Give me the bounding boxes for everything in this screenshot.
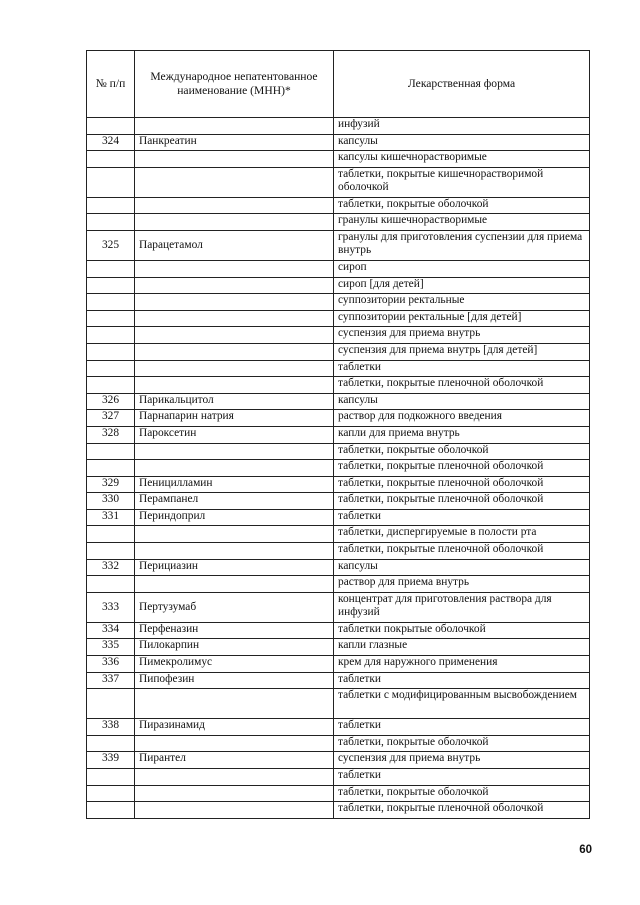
cell-number [87, 785, 135, 802]
cell-inn-name [135, 343, 334, 360]
cell-inn-name [135, 543, 334, 560]
cell-dosage-form: таблетки [334, 672, 590, 689]
cell-dosage-form: таблетки, диспергируемые в полости рта [334, 526, 590, 543]
cell-number: 337 [87, 672, 135, 689]
cell-inn-name [135, 769, 334, 786]
cell-inn-name: Пирантел [135, 752, 334, 769]
cell-inn-name [135, 260, 334, 277]
cell-number [87, 118, 135, 135]
cell-inn-name [135, 360, 334, 377]
table-row [87, 197, 590, 214]
cell-inn-name [135, 785, 334, 802]
cell-number [87, 260, 135, 277]
cell-number: 325 [87, 230, 135, 260]
table-row [87, 735, 590, 752]
table-header-row [87, 51, 590, 118]
table-row [87, 167, 590, 197]
cell-number: 338 [87, 719, 135, 736]
cell-dosage-form: таблетки [334, 509, 590, 526]
table-row [87, 443, 590, 460]
cell-dosage-form: капсулы кишечнорастворимые [334, 151, 590, 168]
cell-dosage-form: капсулы [334, 134, 590, 151]
header-inn-name: Международное непатентованное наименование (МНН)* [135, 51, 334, 118]
cell-inn-name: Пипофезин [135, 672, 334, 689]
cell-dosage-form: гранулы кишечнорастворимые [334, 214, 590, 231]
table-row [87, 543, 590, 560]
table-row [87, 592, 590, 622]
cell-dosage-form: раствор для приема внутрь [334, 576, 590, 593]
cell-dosage-form: таблетки, покрытые оболочкой [334, 785, 590, 802]
cell-number: 324 [87, 134, 135, 151]
table-row [87, 277, 590, 294]
cell-dosage-form: таблетки, покрытые оболочкой [334, 735, 590, 752]
cell-number [87, 360, 135, 377]
table-row [87, 769, 590, 786]
header-dosage-form: Лекарственная форма [334, 51, 590, 118]
table-row [87, 493, 590, 510]
cell-number [87, 214, 135, 231]
table-row [87, 672, 590, 689]
cell-number [87, 277, 135, 294]
table-row [87, 260, 590, 277]
cell-number [87, 689, 135, 719]
cell-number [87, 294, 135, 311]
table-row [87, 689, 590, 719]
cell-number [87, 377, 135, 394]
cell-dosage-form: капсулы [334, 393, 590, 410]
cell-number [87, 543, 135, 560]
table-row [87, 118, 590, 135]
cell-inn-name: Пеницилламин [135, 476, 334, 493]
table-row [87, 294, 590, 311]
cell-dosage-form: таблетки, покрытые оболочкой [334, 443, 590, 460]
cell-dosage-form: раствор для подкожного введения [334, 410, 590, 427]
cell-dosage-form: таблетки, покрытые пленочной оболочкой [334, 476, 590, 493]
cell-inn-name [135, 118, 334, 135]
cell-number [87, 526, 135, 543]
table-row [87, 410, 590, 427]
cell-dosage-form: таблетки, покрытые оболочкой [334, 197, 590, 214]
cell-inn-name: Пароксетин [135, 426, 334, 443]
cell-inn-name [135, 167, 334, 197]
table-row [87, 151, 590, 168]
cell-dosage-form: суспензия для приема внутрь [для детей] [334, 343, 590, 360]
table-row [87, 476, 590, 493]
cell-dosage-form: таблетки с модифицированным высвобождением [334, 689, 590, 719]
cell-dosage-form: концентрат для приготовления раствора для инфузий [334, 592, 590, 622]
cell-inn-name: Перфеназин [135, 622, 334, 639]
cell-number [87, 769, 135, 786]
cell-inn-name: Парнапарин натрия [135, 410, 334, 427]
cell-dosage-form: капли глазные [334, 639, 590, 656]
table-row [87, 509, 590, 526]
cell-inn-name [135, 197, 334, 214]
table-row [87, 426, 590, 443]
cell-dosage-form: таблетки, покрытые пленочной оболочкой [334, 460, 590, 477]
cell-number: 329 [87, 476, 135, 493]
table-row [87, 134, 590, 151]
cell-number [87, 460, 135, 477]
cell-inn-name: Парикальцитол [135, 393, 334, 410]
cell-inn-name [135, 277, 334, 294]
cell-inn-name [135, 460, 334, 477]
cell-number [87, 151, 135, 168]
document-page [86, 50, 589, 819]
table-body [87, 118, 590, 819]
table-row [87, 310, 590, 327]
cell-inn-name: Парацетамол [135, 230, 334, 260]
table-row [87, 526, 590, 543]
cell-dosage-form: таблетки, покрытые пленочной оболочкой [334, 377, 590, 394]
cell-dosage-form: таблетки [334, 769, 590, 786]
cell-number [87, 167, 135, 197]
cell-dosage-form: суппозитории ректальные [334, 294, 590, 311]
cell-dosage-form: сироп [для детей] [334, 277, 590, 294]
cell-dosage-form: таблетки покрытые оболочкой [334, 622, 590, 639]
table-row [87, 576, 590, 593]
cell-dosage-form: капсулы [334, 559, 590, 576]
cell-inn-name: Перампанел [135, 493, 334, 510]
cell-number: 336 [87, 656, 135, 673]
table-row [87, 460, 590, 477]
cell-dosage-form: таблетки [334, 360, 590, 377]
table-row [87, 327, 590, 344]
cell-inn-name: Пилокарпин [135, 639, 334, 656]
cell-dosage-form: крем для наружного применения [334, 656, 590, 673]
cell-inn-name [135, 327, 334, 344]
cell-inn-name [135, 294, 334, 311]
cell-inn-name [135, 802, 334, 819]
page-number: 60 [579, 844, 592, 856]
cell-number: 335 [87, 639, 135, 656]
header-number: № п/п [87, 51, 135, 118]
cell-inn-name: Пиразинамид [135, 719, 334, 736]
cell-inn-name: Панкреатин [135, 134, 334, 151]
cell-number [87, 327, 135, 344]
cell-dosage-form: таблетки, покрытые пленочной оболочкой [334, 493, 590, 510]
cell-number: 333 [87, 592, 135, 622]
cell-dosage-form: инфузий [334, 118, 590, 135]
cell-number [87, 576, 135, 593]
cell-inn-name [135, 151, 334, 168]
cell-number: 330 [87, 493, 135, 510]
table-row [87, 343, 590, 360]
table-row [87, 752, 590, 769]
cell-inn-name [135, 526, 334, 543]
cell-inn-name [135, 576, 334, 593]
table-row [87, 214, 590, 231]
cell-number [87, 443, 135, 460]
cell-number [87, 343, 135, 360]
cell-dosage-form: капли для приема внутрь [334, 426, 590, 443]
cell-inn-name: Перициазин [135, 559, 334, 576]
table-row [87, 360, 590, 377]
cell-number: 328 [87, 426, 135, 443]
cell-inn-name [135, 443, 334, 460]
cell-number: 327 [87, 410, 135, 427]
cell-inn-name: Периндоприл [135, 509, 334, 526]
cell-dosage-form: таблетки, покрытые пленочной оболочкой [334, 802, 590, 819]
cell-inn-name [135, 735, 334, 752]
table-row [87, 559, 590, 576]
cell-number: 331 [87, 509, 135, 526]
table-row [87, 230, 590, 260]
cell-inn-name: Пертузумаб [135, 592, 334, 622]
cell-number: 334 [87, 622, 135, 639]
cell-number [87, 310, 135, 327]
cell-dosage-form: гранулы для приготовления суспензии для приема внутрь [334, 230, 590, 260]
table-row [87, 622, 590, 639]
cell-number [87, 735, 135, 752]
cell-inn-name [135, 214, 334, 231]
cell-number [87, 197, 135, 214]
cell-dosage-form: суппозитории ректальные [для детей] [334, 310, 590, 327]
cell-inn-name [135, 689, 334, 719]
cell-inn-name [135, 310, 334, 327]
cell-dosage-form: таблетки, покрытые пленочной оболочкой [334, 543, 590, 560]
cell-number: 326 [87, 393, 135, 410]
cell-number: 339 [87, 752, 135, 769]
cell-inn-name [135, 377, 334, 394]
cell-dosage-form: суспензия для приема внутрь [334, 327, 590, 344]
drug-forms-table [86, 50, 590, 819]
cell-number [87, 802, 135, 819]
table-row [87, 393, 590, 410]
cell-number: 332 [87, 559, 135, 576]
table-row [87, 656, 590, 673]
cell-dosage-form: таблетки [334, 719, 590, 736]
table-row [87, 802, 590, 819]
cell-dosage-form: суспензия для приема внутрь [334, 752, 590, 769]
table-row [87, 377, 590, 394]
table-row [87, 639, 590, 656]
cell-dosage-form: таблетки, покрытые кишечнорастворимой оболочкой [334, 167, 590, 197]
cell-dosage-form: сироп [334, 260, 590, 277]
table-row [87, 719, 590, 736]
cell-inn-name: Пимекролимус [135, 656, 334, 673]
table-row [87, 785, 590, 802]
